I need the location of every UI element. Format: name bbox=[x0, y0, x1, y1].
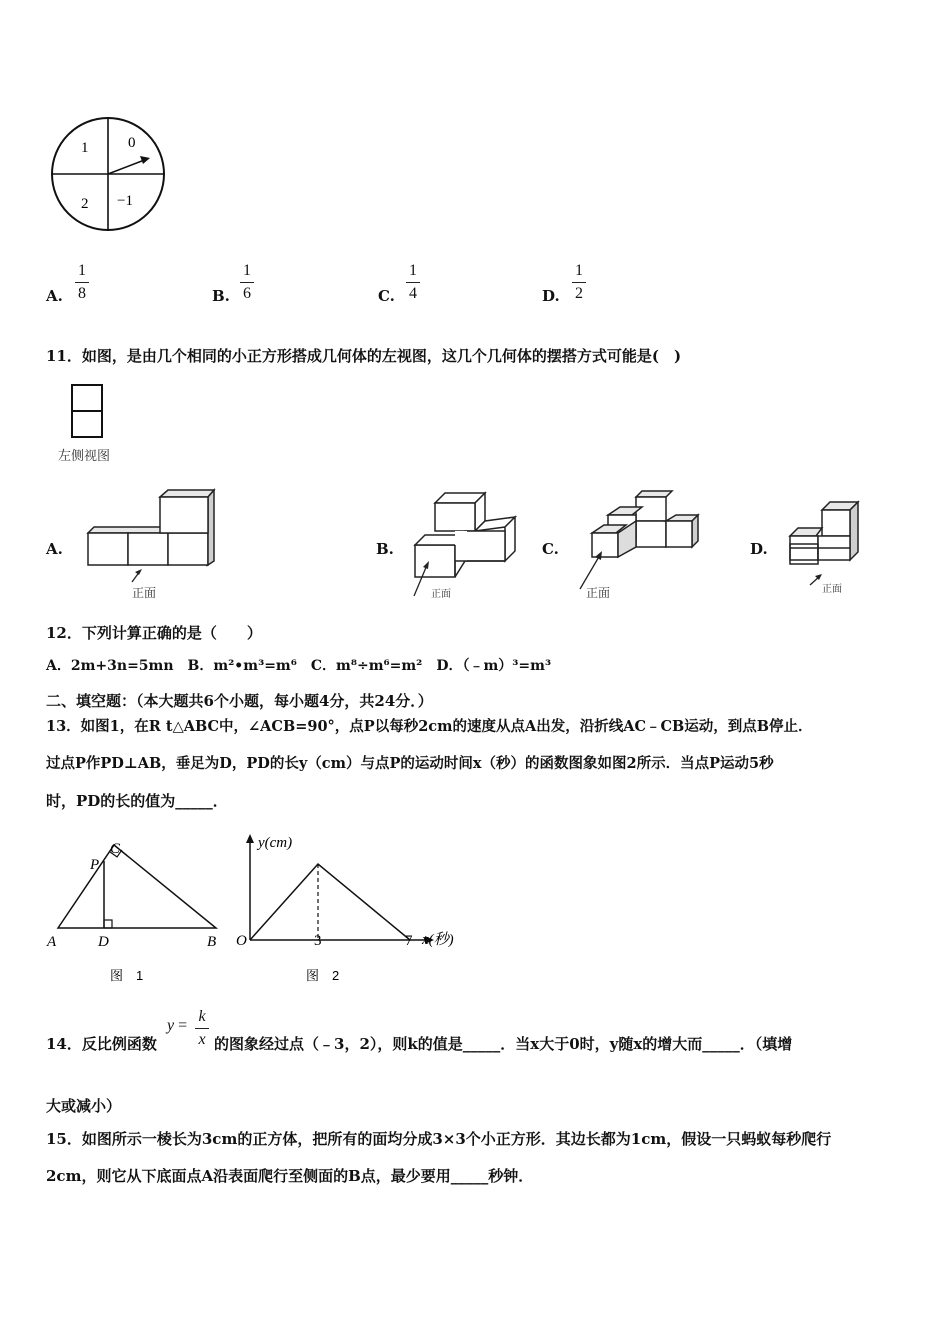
option-d-label: D. bbox=[542, 287, 560, 305]
q11-option-a-label: A. bbox=[46, 540, 63, 558]
denominator: 4 bbox=[409, 285, 417, 302]
numerator: k bbox=[198, 1008, 206, 1025]
front-label: 正面 bbox=[586, 586, 611, 600]
numerator: 1 bbox=[243, 262, 251, 279]
figure-1-caption: 图 1 bbox=[110, 968, 144, 983]
spinner-figure bbox=[45, 112, 175, 237]
sector-label: 2 bbox=[81, 196, 89, 212]
denominator: 6 bbox=[243, 285, 251, 302]
question-13-line1: 13．如图1，在R t△ABC中，∠ACB=90°，点P以每秒2cm的速度从点A出发，沿折线AC﹣CB运动，到点B停止． bbox=[46, 718, 813, 735]
function-fraction bbox=[195, 1008, 209, 1049]
option-a-fraction bbox=[75, 262, 89, 303]
sector-label: −1 bbox=[117, 193, 133, 209]
sector-label: 0 bbox=[128, 135, 136, 151]
y-axis-label: y(cm) bbox=[258, 835, 293, 851]
question-13-line3: 时，PD的长的值为_____． bbox=[46, 792, 228, 810]
option-a-label: A. bbox=[46, 287, 63, 305]
question-11-stem: 11．如图，是由几个相同的小正方形搭成几何体的左视图，这几个几何体的摆搭方式可能是( ) bbox=[46, 347, 682, 365]
q11-option-b-label: B. bbox=[376, 540, 394, 558]
equals-sign: = bbox=[178, 1017, 188, 1034]
option-b-fraction bbox=[240, 262, 254, 303]
option-b-label: B. bbox=[212, 287, 230, 305]
denominator: x bbox=[198, 1031, 206, 1048]
figure-2-graph bbox=[230, 830, 465, 985]
y-symbol: y bbox=[167, 1017, 175, 1034]
x-tick: 3 bbox=[314, 933, 322, 949]
point-d: D bbox=[98, 934, 109, 950]
question-13-line2: 过点P作PD⊥AB，垂足为D，PD的长y（cm）与点P的运动时间x（秒）的函数图象如图2所示．当点P运动5秒 bbox=[46, 755, 774, 772]
question-14-prefix: 14．反比例函数 bbox=[46, 1035, 157, 1053]
vertex-a: A bbox=[47, 934, 57, 950]
q11-option-b-figure bbox=[405, 485, 523, 603]
option-c-label: C. bbox=[378, 287, 395, 305]
point-p: P bbox=[90, 857, 100, 873]
question-15-line1: 15．如图所示一棱长为3cm的正方体，把所有的面均分成3×3个小正方形．其边长都为1cm，假设一只蚂蚁每秒爬行 bbox=[46, 1130, 832, 1148]
denominator: 8 bbox=[78, 285, 86, 302]
q11-option-c-label: C. bbox=[542, 540, 559, 558]
question-12-options: A．2m+3n=5mn B．m²•m³=m⁶ C．m⁸÷m⁶=m² D．（﹣m）³=m³ bbox=[46, 658, 552, 674]
option-c-fraction bbox=[406, 262, 420, 303]
numerator: 1 bbox=[78, 262, 86, 279]
front-label: 正面 bbox=[431, 589, 451, 600]
function-y bbox=[167, 1017, 187, 1035]
q11-option-c-figure bbox=[570, 485, 710, 603]
left-view-figure bbox=[55, 382, 135, 467]
left-view-caption: 左侧视图 bbox=[58, 449, 111, 464]
vertex-b: B bbox=[207, 934, 217, 950]
numerator: 1 bbox=[409, 262, 417, 279]
vertex-c: C bbox=[110, 841, 121, 857]
x-tick: 7 bbox=[405, 933, 413, 949]
numerator: 1 bbox=[575, 262, 583, 279]
q11-option-d-label: D. bbox=[750, 540, 768, 558]
question-12-stem: 12．下列计算正确的是（ ） bbox=[46, 624, 262, 642]
question-15-line2: 2cm，则它从下底面点A沿表面爬行至侧面的B点，最少要用_____秒钟． bbox=[46, 1167, 534, 1185]
section-heading: 二、填空题：（本大题共6个小题，每小题4分，共24分．） bbox=[46, 692, 433, 710]
denominator: 2 bbox=[575, 285, 583, 302]
sector-label: 1 bbox=[81, 140, 89, 156]
figure-1-triangle bbox=[44, 835, 229, 985]
q11-option-a-figure bbox=[80, 485, 230, 603]
q11-option-d-figure bbox=[782, 492, 877, 602]
front-label: 正面 bbox=[822, 584, 842, 595]
option-d-fraction bbox=[572, 262, 586, 303]
origin-label: O bbox=[236, 933, 247, 949]
question-14-suffix: 的图象经过点（﹣3，2），则k的值是_____．当x大于0时，y随x的增大而_____．（填增 bbox=[214, 1035, 793, 1053]
x-axis-label: x(秒) bbox=[422, 932, 454, 948]
figure-2-caption: 图 2 bbox=[306, 968, 340, 983]
question-14-line2: 大或减小） bbox=[46, 1097, 122, 1115]
front-label: 正面 bbox=[132, 586, 157, 600]
